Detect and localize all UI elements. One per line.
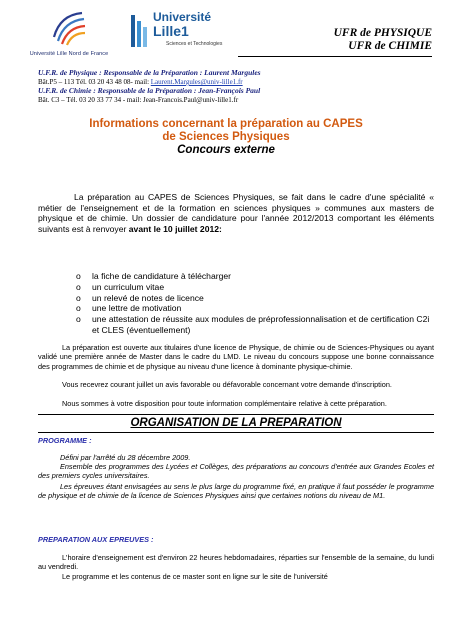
bullet-marker: o	[76, 271, 81, 281]
ufr-physique-heading: UFR de PHYSIQUE	[333, 27, 432, 39]
list-item	[76, 293, 436, 304]
section-divider-bottom	[38, 432, 434, 433]
programme-exams	[38, 482, 434, 501]
physique-contact-email-link[interactable]: Laurent.Margules@univ-lille1.fr	[150, 78, 243, 86]
bullet-marker: o	[76, 314, 81, 325]
programme-label: PROGRAMME :	[38, 436, 92, 445]
curriculum-text: Le programme et les contenus de ce master sont en ligne sur le site de l'université	[62, 572, 328, 581]
notification-paragraph	[38, 380, 434, 389]
physique-contact-line	[38, 78, 438, 86]
chimie-contact-title: U.F.R. de Chimie : Responsable de la Préparation : Jean-François Paul	[38, 86, 261, 95]
curriculum-paragraph	[38, 572, 434, 581]
intro-paragraph	[38, 192, 434, 234]
list-item-text: une lettre de motivation	[92, 303, 182, 314]
eligibility-paragraph	[38, 343, 434, 371]
physique-contact-text: Bât.P5 – 113 Tél. 03 20 43 48 08- mail:	[38, 78, 151, 86]
bullet-marker: o	[76, 292, 81, 303]
ufr-chimie-heading: UFR de CHIMIE	[348, 40, 432, 52]
contact-info-paragraph	[38, 399, 434, 408]
list-item-text: la fiche de candidature à télécharger	[92, 271, 232, 281]
document-title-line1: Informations concernant la préparation au CAPES	[89, 118, 363, 130]
list-item-text: un relevé de notes de licence	[92, 292, 204, 303]
notification-text: Vous recevrez courant juillet un avis favorable ou défavorable concernant votre demande d'inscription.	[62, 380, 392, 389]
intro-deadline: avant le 10 juillet 2012:	[128, 223, 222, 234]
physique-contact-title: U.F.R. de Physique : Responsable de la Préparation : Laurent Margules	[38, 68, 261, 77]
epreuves-label: PREPARATION AUX EPREUVES :	[38, 535, 154, 544]
lille1-logo-line1: Université	[153, 10, 212, 24]
left-logo-caption: Université Lille Nord de France	[29, 51, 109, 57]
document-subtitle: Concours externe	[177, 144, 275, 156]
organisation-section-title: ORGANISATION DE LA PREPARATION	[130, 417, 342, 429]
programme-exams-text: Les épreuves étant envisagées au sens le plus large du programme fixé, en pratique il faut posséder le programme de physique et de chimie de la licence de Sciences Physiques ainsi que certaines notions du niveau de M1.	[38, 482, 434, 501]
list-item	[76, 314, 436, 336]
university-emblem-icon	[48, 7, 88, 47]
programme-scope	[38, 462, 434, 481]
hours-text: L'horaire d'enseignement est d'environ 22 heures hebdomadaires, réparties sur l'ensemble de la semaine, du lundi au vendredi.	[38, 553, 434, 572]
intro-text: La préparation au CAPES de Sciences Physiques, se fait dans le cadre d'une spécialité « métier de l'enseignement et de la formation en sciences physiques » communes aux masters de physique et de chimie. Un dossier de candidature pour l'année 2012/2013 comportant les éléments suivants est à renvoyer	[38, 192, 434, 234]
eligibility-text: La préparation est ouverte aux titulaires d'une licence de Physique, de chimie ou de Sciences-Physiques ou ayant validé une première année de Master dans le cadre du LMD. Le niveau du concours suppose une bonne connaissance des programmes de chimie et de physique au niveau d'une licence à dominante physique-chimie.	[38, 343, 434, 371]
list-item	[76, 282, 436, 293]
lille1-emblem-icon	[128, 11, 150, 51]
lille1-logo-tagline: Sciences et Technologies	[166, 41, 223, 47]
application-documents-list	[76, 271, 436, 336]
section-divider-top	[38, 414, 434, 415]
programme-definition	[38, 453, 434, 462]
lille1-logo-line2: Lille1	[153, 23, 189, 39]
programme-definition-text: Défini par l'arrêté du 28 décembre 2009.	[60, 453, 191, 462]
programme-scope-text: Ensemble des programmes des Lycées et Collèges, des préparations au concours d'entrée aux Grandes Ecoles et des premiers cycles universitaires.	[38, 462, 434, 481]
chimie-contact-line: Bât. C3 – Tél. 03 20 33 77 34 - mail: Jean-Francois.Paul@univ-lille1.fr	[38, 96, 239, 104]
hours-paragraph	[38, 553, 434, 572]
list-item-text: une attestation de réussite aux modules de préprofessionnalisation et de certification C2i et CLES (éventuellement)	[92, 314, 430, 335]
bullet-marker: o	[76, 303, 81, 314]
lille-nord-de-france-logo	[20, 7, 118, 63]
document-title-line2: de Sciences Physiques	[162, 131, 290, 143]
list-item	[76, 271, 436, 282]
list-item	[76, 303, 436, 314]
lille1-logo	[128, 9, 228, 57]
header-divider	[238, 56, 432, 57]
list-item-text: un curriculum vitae	[92, 281, 165, 292]
bullet-marker: o	[76, 281, 81, 292]
contact-info-text: Nous sommes à votre disposition pour toute information complémentaire relative à cette préparation.	[62, 399, 387, 408]
